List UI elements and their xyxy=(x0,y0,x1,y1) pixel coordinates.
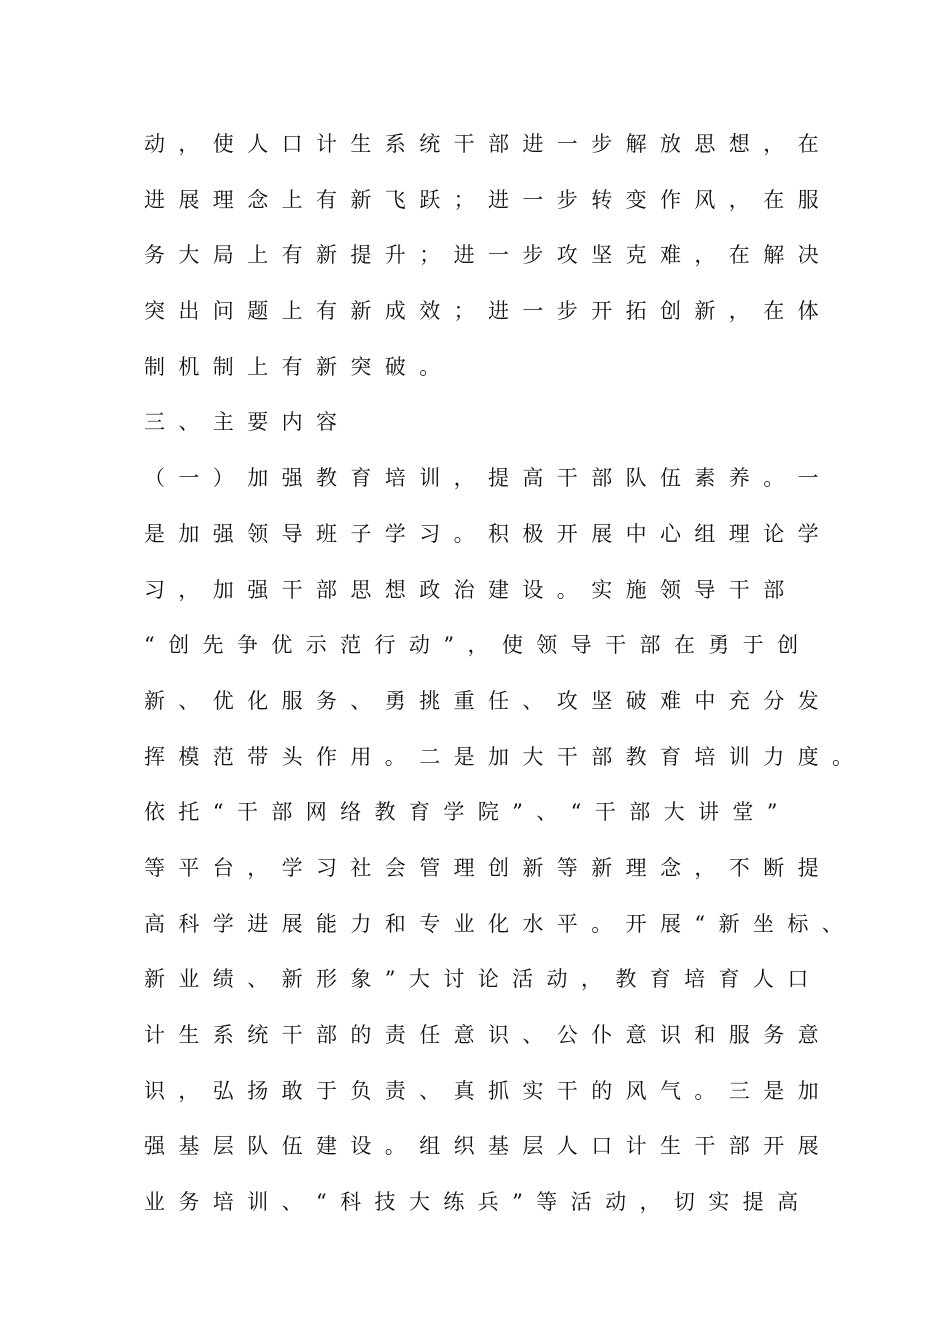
text-line: 挥模范带头作用。二是加大干部教育培训力度。 xyxy=(144,744,867,769)
text-line: 务大局上有新提升；进一步攻坚克难，在解决 xyxy=(144,243,832,268)
text-line: 等平台，学习社会管理创新等新理念，不断提 xyxy=(144,855,832,880)
text-line: 是加强领导班子学习。积极开展中心组理论学 xyxy=(144,521,832,546)
text-line: 习，加强干部思想政治建设。实施领导干部 xyxy=(144,577,798,602)
text-line: 新业绩、新形象”大讨论活动，教育培育人口 xyxy=(144,967,822,992)
text-line: 计生系统干部的责任意识、公仆意识和服务意 xyxy=(144,1023,832,1047)
text-line: 识，弘扬敢于负责、真抓实干的风气。三是加 xyxy=(144,1078,832,1103)
text-line: 动，使人口计生系统干部进一步解放思想，在 xyxy=(144,132,832,156)
text-line: 新、优化服务、勇挑重任、攻坚破难中充分发 xyxy=(144,688,832,713)
text-line: 业务培训、“科技大练兵”等活动，切实提高 xyxy=(144,1190,812,1215)
text-line: 高科学进展能力和专业化水平。开展“新坐标、 xyxy=(144,911,857,936)
text-line: 制机制上有新突破。 xyxy=(144,354,454,379)
section-heading: 三、主要内容 xyxy=(144,410,351,435)
text-line: 进展理念上有新飞跃；进一步转变作风，在服 xyxy=(144,187,832,212)
body-text xyxy=(144,126,867,1240)
text-line: 突出问题上有新成效；进一步开拓创新，在体 xyxy=(144,299,832,324)
text-line: 依托“干部网络教育学院”、“干部大讲堂” xyxy=(144,800,791,825)
text-line: “创先争优示范行动”，使领导干部在勇于创 xyxy=(144,633,812,658)
text-line: （一）加强教育培训，提高干部队伍素养。一 xyxy=(144,466,832,491)
text-line: 强基层队伍建设。组织基层人口计生干部开展 xyxy=(144,1134,832,1159)
